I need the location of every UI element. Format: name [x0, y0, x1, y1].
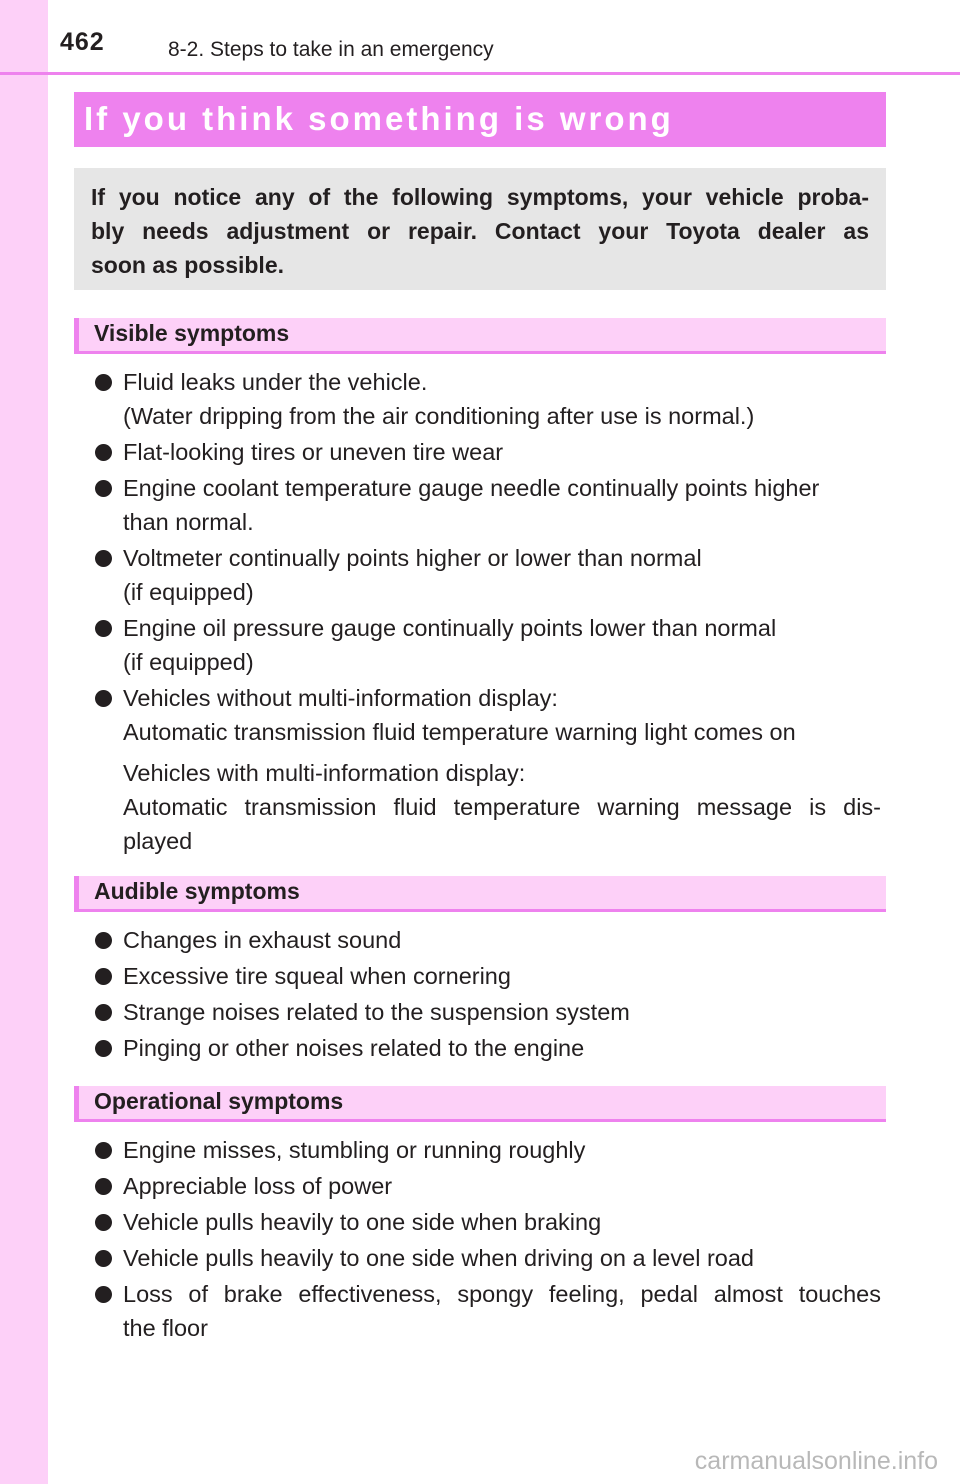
section-breadcrumb: 8-2. Steps to take in an emergency: [168, 38, 494, 61]
operational-symptoms-heading: [74, 1086, 886, 1122]
bullet-icon: [95, 1286, 112, 1303]
audible-symptoms-heading: [74, 876, 886, 912]
intro-text: [91, 180, 869, 282]
list-item: [95, 1241, 881, 1275]
bullet-icon: [95, 1250, 112, 1267]
list-item-text: Appreciable loss of power: [123, 1173, 393, 1199]
list-item-text: Vehicles without multi-information display:: [123, 685, 558, 711]
list-item-text: (if equipped): [123, 579, 254, 605]
list-item: [95, 1205, 881, 1239]
page-title: If you think something is wrong: [84, 100, 674, 137]
bullet-icon: [95, 374, 112, 391]
intro-line: bly needs adjustment or repair. Contact your Toyota dealer as: [91, 218, 869, 244]
page-number: 462: [60, 28, 105, 56]
list-item-text: Fluid leaks under the vehicle.: [123, 369, 428, 395]
bullet-icon: [95, 480, 112, 497]
visible-symptoms-list: [95, 365, 881, 858]
list-item-text: (Water dripping from the air conditioning after use is normal.): [123, 403, 755, 429]
watermark: carmanualsonline.info: [694, 1447, 938, 1475]
list-item: [95, 1133, 881, 1167]
list-item: [95, 995, 881, 1029]
bullet-icon: [95, 444, 112, 461]
list-item-text: Engine oil pressure gauge continually points lower than normal: [123, 615, 777, 641]
list-item-text: Engine coolant temperature gauge needle continually points higher: [123, 475, 820, 501]
list-item-text: Strange noises related to the suspension system: [123, 999, 630, 1025]
list-item-text: Vehicles with multi-information display:: [123, 760, 526, 786]
bullet-icon: [95, 1040, 112, 1057]
chapter-side-tab: [0, 0, 48, 1484]
list-item-text: Automatic transmission fluid temperature warning light comes on: [123, 719, 796, 745]
list-item: [95, 1277, 881, 1345]
list-item-text: Excessive tire squeal when cornering: [123, 963, 511, 989]
list-item-text: Vehicle pulls heavily to one side when braking: [123, 1209, 602, 1235]
header-divider: [0, 72, 960, 75]
intro-line: soon as possible.: [91, 252, 284, 278]
list-item-text: Engine misses, stumbling or running roughly: [123, 1137, 586, 1163]
intro-line: If you notice any of the following symptoms, your vehicle proba-: [91, 184, 869, 210]
list-item-text: played: [123, 828, 193, 854]
list-item-text: Changes in exhaust sound: [123, 927, 402, 953]
audible-symptoms-heading-text: Audible symptoms: [94, 878, 300, 904]
intro-box: [74, 168, 886, 290]
operational-symptoms-heading-text: Operational symptoms: [94, 1088, 344, 1114]
list-item: [95, 471, 881, 539]
list-item-text: Vehicle pulls heavily to one side when driving on a level road: [123, 1245, 754, 1271]
list-item-text: Voltmeter continually points higher or lower than normal: [123, 545, 702, 571]
list-item-text: Flat-looking tires or uneven tire wear: [123, 439, 504, 465]
bullet-icon: [95, 968, 112, 985]
list-item: [95, 681, 881, 858]
list-item-text: than normal.: [123, 509, 254, 535]
list-item-text: Pinging or other noises related to the engine: [123, 1035, 585, 1061]
list-item-text: (if equipped): [123, 649, 254, 675]
bullet-icon: [95, 1214, 112, 1231]
list-item: [95, 611, 881, 679]
bullet-icon: [95, 1178, 112, 1195]
visible-symptoms-heading-text: Visible symptoms: [94, 320, 290, 346]
list-item: [95, 541, 881, 609]
bullet-icon: [95, 690, 112, 707]
bullet-icon: [95, 620, 112, 637]
bullet-icon: [95, 1004, 112, 1021]
list-item: [95, 923, 881, 957]
list-item: [95, 1031, 881, 1065]
audible-symptoms-list: [95, 923, 881, 1065]
bullet-icon: [95, 932, 112, 949]
operational-symptoms-list: [95, 1133, 881, 1345]
bullet-icon: [95, 1142, 112, 1159]
visible-symptoms-heading: [74, 318, 886, 354]
list-item-text: Loss of brake effectiveness, spongy feeling, pedal almost touches: [123, 1281, 881, 1307]
list-item: [95, 435, 881, 469]
list-item-text: Automatic transmission fluid temperature warning message is dis-: [123, 794, 881, 820]
page-title-bar: [74, 92, 886, 147]
list-item: [95, 1169, 881, 1203]
bullet-icon: [95, 550, 112, 567]
list-item: [95, 959, 881, 993]
list-item: [95, 365, 881, 433]
list-item-text: the floor: [123, 1315, 208, 1341]
